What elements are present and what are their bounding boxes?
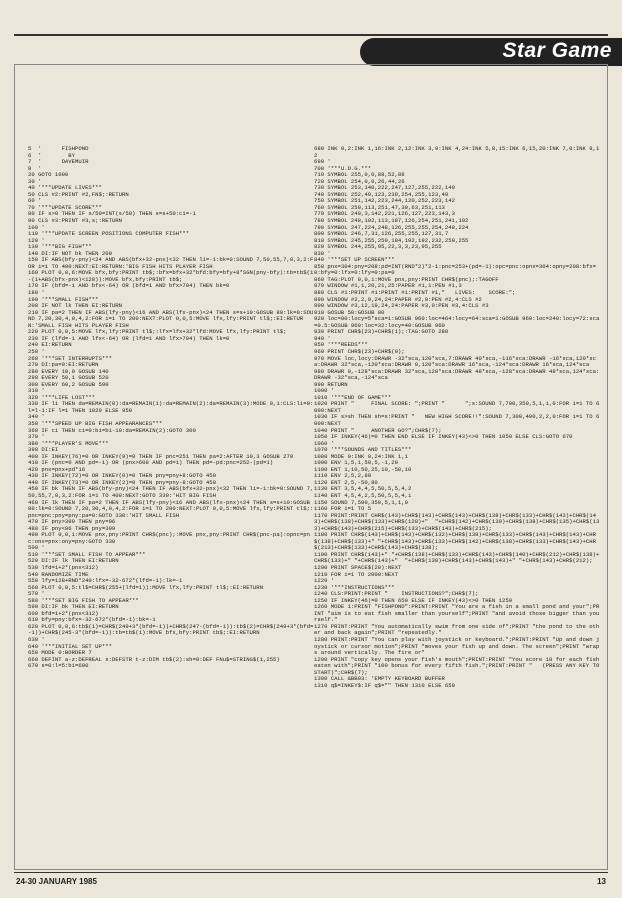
- code-line: 6 ' BY: [28, 151, 75, 159]
- code-line: 1270 PRINT:PRINT "You automatically swim from one side of";PRINT "the pond to the other and back again";PRINT "repeatedly.": [314, 622, 600, 637]
- code-line: 1260 MODE 1:PRINT "FISHPOND":PRINT:PRINT "You are a fish in a small pond and your";PRINT "aim is to eat fish smaller than yourself";PRINT "and avoid those bigger than yourself.": [314, 603, 600, 624]
- code-line: 770 SYMBOL 249,3,142,221,126,127,223,143,3: [314, 210, 455, 218]
- footer-rule: [14, 872, 608, 873]
- code-line: 1240 CLS:PRINT:PRINT " INSTRUCTIONS?";CHR$(7);: [314, 590, 479, 598]
- code-line: 70 '***UPDATE SCORE***: [28, 203, 102, 211]
- code-line: 350 '***SPEED UP BIG FISH APPEARANCES***: [28, 419, 163, 427]
- header-band: [360, 38, 622, 66]
- code-line: 870 WINDOW #1,1,20,21,25:PAPER #1,1:PEN #1,3: [314, 282, 462, 290]
- code-line: 150 IF ABS(bfy-pny)<24 AND ABS(bfx+32-pnx)<32 THEN li=-1:bk=0:SOUND 7,50,55,7,0,3,2:FOR i=1 TO 400:NEXT:EI:RETURN:'BIG FISH HITS PLAYER FISH: [28, 256, 314, 270]
- code-line: 1080 MODE 0:INK 0,24:INK 1,1: [314, 452, 408, 460]
- code-line: 120 ': [28, 236, 45, 244]
- code-line: 1180 PRINT CHR$(143)+CHR$(143)+CHR$(132)+CHR$(138)+CHR$(133)+CHR$(143)+CHR$(143)+CHR$(138)+CHR$(133)+" "+CHR$(143)+CHR$(133)+CHR$(142)+CHR$(138)+CHR$(133)+CHR$(143)+CHR$(213)+CHR$(133)+CHR$(143)+CHR$(138);: [314, 531, 596, 552]
- code-line: 690 ': [314, 158, 331, 166]
- code-line: 320 '***LIFE LOST***: [28, 393, 96, 401]
- code-line: 280 EVERY 10,0 GOSUB 140: [28, 367, 109, 375]
- code-line: 700 '***U.D.G.***: [314, 164, 372, 172]
- code-line: 550 lfy=128+RND*240:lfx=-32-672*(lfd=-1):lk=-1: [28, 577, 183, 585]
- code-line: 390 DI:EI: [28, 446, 59, 454]
- code-line: 250 ': [28, 347, 45, 355]
- code-line: 560 PLOT 0,0,5:tl$=CHR$(255+(lfd=1)):MOVE lfx,lfy:PRINT tl$;:EI:RETURN: [28, 583, 263, 591]
- code-line: 750 SYMBOL 251,142,223,244,120,252,223,142: [314, 197, 455, 205]
- code-line: 790 SYMBOL 247,224,248,126,255,255,254,248,224: [314, 223, 469, 231]
- code-line: 570 ': [28, 590, 45, 598]
- code-line: 1060 ': [314, 439, 335, 447]
- code-line: 5 ' FISHPOND: [28, 145, 89, 152]
- code-line: 1110 ENV 2,5,2,80: [314, 472, 372, 480]
- code-line: 940 ': [314, 334, 331, 342]
- code-line: 1100 ENT 1,10,50,25,10,-50,10: [314, 465, 412, 473]
- code-line: 950 '***REEDS***: [314, 341, 368, 349]
- code-line: 630 ': [28, 636, 45, 644]
- code-line: 170 IF (bfd=-1 AND bfx<-64) OR (bfd=1 AND bfx>704) THEN bk=0: [28, 282, 230, 290]
- code-line: 1190 PRINT CHR$(143)+" "+CHR$(138)+CHR$(133)+CHR$(143)+CHR$(140)+CHR$(212)+CHR$(138)+CHR$(133)+" "+CHR$(143)+" "+CHR$(138)+CHR$(143)+CHR$(143)+" "+CHR$(143)+CHR$(212);: [314, 550, 600, 565]
- code-line: 160 PLOT 0,0,6:MOVE bfx,bfy:PRINT tb$;:bfx=bfx+32*bfd:bfy=bfy+8*SGN(pny-bfy):tb=tb$(1-(1+ABS(bfx-pnx)<128)):MOVE bfx,bfy:PRINT tb$;: [28, 269, 314, 283]
- code-line: 440 IF INKEY(73)=0 OR INKEY(2)=0 THEN pny=pny-8:GOTO 450: [28, 478, 216, 486]
- code-line: 450 IF bk THEN IF ABS(bfy-pny)<24 THEN IF ABS(bfx+32-pnx)<32 THEN li=-1:bk=0:SOUND 7,50,55,7,0,3,2:FOR i=1 TO 400:NEXT:GOTO 330:'HIT BIG FISH: [28, 485, 314, 499]
- code-line: 220 PLOT 0,0,5:MOVE lfx,lfy:PRINT tl$;:lfx=lfx+32*lfd:MOVE lfx,lfy:PRINT tl$;: [28, 328, 287, 336]
- code-line: 420 pnx=pnx+pd*16: [28, 465, 86, 473]
- code-line: 1000 ': [314, 387, 335, 395]
- code-line: 230 IF (lfd=-1 AND lfx<-64) OR (lfd=1 AND lfx>704) THEN lk=0: [28, 334, 230, 342]
- code-line: 830 ': [314, 249, 331, 257]
- code-line: 1130 ENT 3,5,4,4,5,50,5,5,4,2: [314, 485, 412, 493]
- code-line: 660 DEFINT a-z:DEFREAL s:DEFSTR t-z:DIM tb$(2):sh=0:DEF FNu$=STRING$(1,255): [28, 655, 280, 663]
- code-line: 1020 PRINT " FINAL SCORE: ";PRINT " ";s:SOUND 7,700,350,5,1,1,0:FOR i=1 TO 6000:NEXT: [314, 400, 600, 414]
- code-line: 380 '***PLAYER'S MOVE***: [28, 439, 109, 447]
- code-line: 640 '***INITIAL SET UP***: [28, 642, 112, 650]
- code-line: 1160 FOR i=1 TO 5: [314, 505, 372, 513]
- code-line: 1220 ': [314, 577, 335, 585]
- code-line: 960 PRINT CHR$(23)+CHR$(0);: [314, 347, 405, 355]
- code-line: 590 DI:IF bk THEN EI:RETURN: [28, 603, 119, 611]
- code-line: 880 CLS #1:PRINT #1:PRINT #1:PRINT #1," LIVES: SCORE:";: [314, 289, 516, 297]
- code-line: 240 EI:RETURN: [28, 341, 72, 349]
- code-line: 1210 FOR i=1 TO 2000:NEXT: [314, 570, 398, 578]
- code-line: 710 SYMBOL 255,0,0,88,52,88: [314, 171, 405, 179]
- code-line: 600 bfd=1+2*(pnx<312): [28, 609, 99, 617]
- code-line: 270 DI:pa=0:EI:RETURN: [28, 361, 99, 369]
- code-line: 490 PLOT 0,0,1:MOVE pnx,pny:PRINT CHR$(pnc);:MOVE pnx,pny:PRINT CHR$(pnc-pa):opnc=pnc:onx=pnx:ony=pny:GOTO 330: [28, 531, 310, 545]
- code-line: 810 SYMBOL 245,255,250,184,192,192,232,250,255: [314, 236, 469, 244]
- code-line: 1290 PRINT "copy key opens your fish's mouth";PRINT:PRINT "You score 10 for each fish eaten with";PRINT "100 bonus for every fifth fish.";PRINT:PRINT " (PRESS ANY KEY TO START)";CHR$(7);: [314, 655, 603, 676]
- code-line: 1230 '***INSTRUCTIONS***: [314, 583, 395, 591]
- code-line: 470 IF pny>399 THEN pny=96: [28, 518, 116, 526]
- code-line: 680 INK 0,2:INK 1,16:INK 2,12:INK 3,9:INK 4,24:INK 5,8,15:INK 6,15,20:INK 7,0:INK 8,12: [314, 145, 600, 159]
- code-line: 1200 PRINT SPACE$(20):NEXT: [314, 564, 402, 571]
- code-line: 1250 IF INKEY(46)=0 THEN 650 ELSE IF INKEY(43)<>0 THEN 1250: [314, 596, 513, 604]
- code-line: 1030 IF s>sh THEN sh=s:PRINT " NEW HIGH SCORE!!":SOUND 7,300,400,2,2,0:FOR i=1 TO 6000:NEXT: [314, 413, 600, 427]
- code-line: 860 TAG:PLOT 0,0,1:MOVE pnx,pny:PRINT CHR$(pnc);:TAGOFF: [314, 275, 499, 283]
- code-line: 1090 ENV 1,5,1,50,5,-1,20: [314, 459, 398, 467]
- code-line: 20 GOTO 1000: [28, 171, 69, 179]
- listing-column-left: [28, 146, 314, 850]
- code-line: 670 s=0:l=5:bi=600: [28, 662, 89, 670]
- code-line: 340 ': [28, 413, 45, 421]
- code-line: 60 ': [28, 197, 42, 205]
- code-line: 890 WINDOW #2,2,9,24,24:PAPER #2,0:PEN #2,4:CLS #2: [314, 295, 482, 303]
- code-line: 180 ': [28, 289, 45, 297]
- code-line: 400 IF INKEY(76)=0 OR INKEY(9)=0 THEN IF pnc=251 THEN pa=2:AFTER 10,3 GOSUB 270: [28, 452, 294, 460]
- code-line: 80 IF s>0 THEN IF s/50=INT(s/50) THEN s=s+50:ci=-1: [28, 210, 196, 218]
- code-line: 1150 SOUND 7,500,350,5,1,1,0: [314, 498, 408, 506]
- code-line: 720 SYMBOL 254,0,0,26,44,26: [314, 177, 405, 185]
- code-line: 300 EVERY 60,2 GOSUB 590: [28, 380, 109, 388]
- code-line: 370 ': [28, 433, 45, 441]
- code-line: 460 IF lk THEN IF pa=2 THEN IF ABS(lfy-pny)<16 AND ABS(lfx-pnx)<24 THEN s=s+10:GOSUB 80:lk=0:SOUND 7,20,30,4,0,4,2:FOR i=1 TO 200:NEXT:PLOT 0,0,5:MOVE lfx,lfy:PRINT tl$;:pnc=pnc:pny=pny:pa=0:GOTO 330:'HIT SMALL FISH: [28, 498, 314, 519]
- code-line: 330 IF li THEN da=REMAIN(0):da=REMAIN(1):da=REMAIN(2):da=REMAIN(3):MODE 0,1:CLS:li=0:l=l-1:IF l=1 THEN 1020 ELSE 950: [28, 400, 314, 414]
- code-line: 310 ': [28, 387, 45, 395]
- code-line: 730 SYMBOL 253,140,222,247,127,255,222,140: [314, 184, 455, 192]
- code-line: 850 pnx=304:pny=208:pd=INT(RND*2)*2-1:pnc=253+(pd=-1):opc=pnc:opnx=304:opny=208:bfx=0:bfy=0:lfx=0:lfy=0:pa=0: [314, 262, 596, 277]
- code-line: 1050 IF INKEY(46)=0 THEN END ELSE IF INKEY(43)<>0 THEN 1050 ELSE CLS:GOTO 670: [314, 433, 573, 441]
- code-line: 920 loc=80:locy=5*sca=1:GOSUB 960:loc=464:locy=64:sca=1:GOSUB 960:loc=240:locy=72:sca=0.5:GOSUB 960:loc=32:locy=40:GOSUB 960: [314, 315, 600, 329]
- code-line: 840 '***SET UP SCREEN***: [314, 256, 395, 264]
- page-number: 13: [597, 877, 606, 886]
- code-line: 760 SYMBOL 250,113,251,47,30,63,251,113: [314, 203, 445, 211]
- code-line: 210 IF pa=2 THEN IF ABS(lfy-pny)<16 AND ABS(lfx-pnx)<24 THEN s=s+10:GOSUB 80:lk=0:SOUND 7,20,30,4,0,4,2:FOR i=1 TO 200:NEXT:PLOT 0,0,5:MOVE lfx,lfy:PRINT tl$;:EI:RETURN:'SMALL FISH HITS PLAYER FISH: [28, 308, 314, 329]
- code-line: 580 '***SET BIG FISH TO APPEAR***: [28, 596, 139, 604]
- code-line: 8 ': [28, 164, 42, 172]
- code-line: 100 ': [28, 223, 45, 231]
- code-line: 620 PLOT 0,0,6:tb$(1)=CHR$(249+3*(bfd=-1))+CHR$(247-(bfd=-1)):tb$(2)=CHR$(249+3*(bfd=-1))+CHR$(245-3*(bfd=-1)):tb=tb$(1):MOVE bfx,bfy:PRINT tb$;:EI:RETURN: [28, 622, 314, 637]
- code-line: 1300 CALL &BB03: 'EMPTY KEYBOARD BUFFER: [314, 675, 445, 683]
- code-line: 360 IF ci THEN ci=0:bi=bi-10:da=REMAIN(2):GOTO 300: [28, 426, 196, 434]
- code-line: 130 '***BIG FISH***: [28, 243, 92, 251]
- code-line: 200 IF NOT lk THEN EI:RETURN: [28, 302, 122, 310]
- section-title: Star Game: [502, 39, 612, 62]
- code-line: 1120 ENT 2,5,-50,80: [314, 478, 378, 486]
- code-line: 110 '***UPDATE SCREEN POSITIONS COMPUTER FISH***: [28, 230, 190, 238]
- code-line: 540 RANDOMIZE TIME: [28, 570, 89, 578]
- code-line: 900 WINDOW #3,12,19,24,24:PAPER #3,0:PEN #3,4:CLS #3: [314, 302, 489, 310]
- code-line: 40 '***UPDATE LIVES***: [28, 184, 102, 192]
- code-line: 510 '***SET SMALL FISH TO APPEAR***: [28, 550, 146, 558]
- code-line: 30 ': [28, 177, 42, 185]
- code-line: 610 bfy=pny:bfx=-32-672*(bfd=-1):bk=-1: [28, 616, 156, 624]
- code-line: 260 '***SET INTERRUPTS***: [28, 354, 112, 362]
- code-line: 1070 '***SOUNDS AND TITLES***: [314, 446, 412, 454]
- code-line: 410 IF (pnc=0 AND pd=-1) OR (pnx>608 AND pd=1) THEN pd=-pd:pnc=252-(pd=1): [28, 459, 274, 467]
- code-line: 1310 q$=INKEY$:IF q$="" THEN 1310 ELSE 650: [314, 681, 455, 689]
- code-line: 1280 PRINT:PRINT "You can play with joystick or keyboard.";PRINT:PRINT "Up and down joystick or cursor motion";PRINT "moves your fish up and down. The screen";PRINT "wraps around vertically. The fire or": [314, 636, 600, 657]
- code-line: 800 SYMBOL 246,7,31,126,255,255,127,31,7: [314, 230, 449, 238]
- code-line: 740 SYMBOL 252,49,123,239,254,255,123,49: [314, 190, 449, 198]
- code-line: 650 MODE 0:BORDER 7: [28, 649, 92, 657]
- code-line: 970 MOVE loc,locy:DRAWR -32*sca,120*sca,7:DRAWR 40*sca,-116*sca:DRAWR -16*sca,120*sca:DRAWR 32*sca,-120*sca:DRAWR 0,120*sca:DRAWR 16*sca,-124*sca:DRAWR 16*sca,124*sca: [314, 354, 596, 369]
- code-line: 1040 PRINT " ANOTHER GO?";CHR$(7);: [314, 426, 442, 434]
- issue-date: 24-30 JANUARY 1985: [16, 877, 97, 886]
- code-line: 140 DI:IF NOT bk THEN 200: [28, 249, 112, 257]
- code-line: 190 '***SMALL FISH***: [28, 295, 99, 303]
- code-line: 50 CLS #2:PRINT #2,FN$;:RETURN: [28, 190, 129, 198]
- code-line: 990 RETURN: [314, 380, 348, 388]
- listing-column-right: [314, 145, 603, 826]
- code-line: 930 PRINT CHR$(23)+CHR$(1);:TAG:GOTO 280: [314, 328, 449, 336]
- code-line: 500 ': [28, 544, 45, 552]
- code-line: 1140 ENT 4,5,4,2,5,50,5,5,4,1: [314, 491, 412, 499]
- code-line: 780 SYMBOL 248,192,113,187,126,254,251,241,192: [314, 217, 469, 225]
- code-line: 1010 '***END OF GAME***: [314, 393, 392, 401]
- code-line: 520 DI:IF lk THEN EI:RETURN: [28, 557, 119, 565]
- code-line: 1170 PRINT:PRINT CHR$(143)+CHR$(143)+CHR$(143)+CHR$(138)+CHR$(133)+CHR$(143)+CHR$(143)+CHR$(138)+CHR$(133)+CHR$(128)+" "+CHR$(142)+CHR$(139)+CHR$(138)+CHR$(135)+CHR$(133)+CHR$(143)+CHR$(215)+CHR$(133)+CHR$(143)+CHR$(215);: [314, 511, 600, 532]
- code-line: 480 IF pny<96 THEN pny=399: [28, 524, 116, 532]
- code-line: 820 SYMBOL 244,255,95,22,3,3,23,95,255: [314, 243, 442, 251]
- top-rule: [14, 34, 608, 36]
- code-line: 430 IF INKEY(72)=0 OR INKEY(0)=0 THEN pny=pny+8:GOTO 450: [28, 472, 216, 480]
- code-line: 530 lfd=1+2*(pnx<312): [28, 564, 99, 571]
- code-line: 910 GOSUB 50:GOSUB 80: [314, 308, 385, 316]
- code-line: 290 EVERY 50,1 GOSUB 520: [28, 374, 109, 382]
- code-line: 980 DRAWR 0,-128*sca:DRAWR 32*sca,120*sca:DRAWR 48*sca,-128*sca:DRAWR 48*sca,124*sca:DRAWR -32*sca,-124*sca: [314, 367, 600, 382]
- code-line: 7 ' DAVEMUIR: [28, 158, 89, 166]
- code-line: 90 CLS #3:PRINT #3,s;:RETURN: [28, 217, 122, 225]
